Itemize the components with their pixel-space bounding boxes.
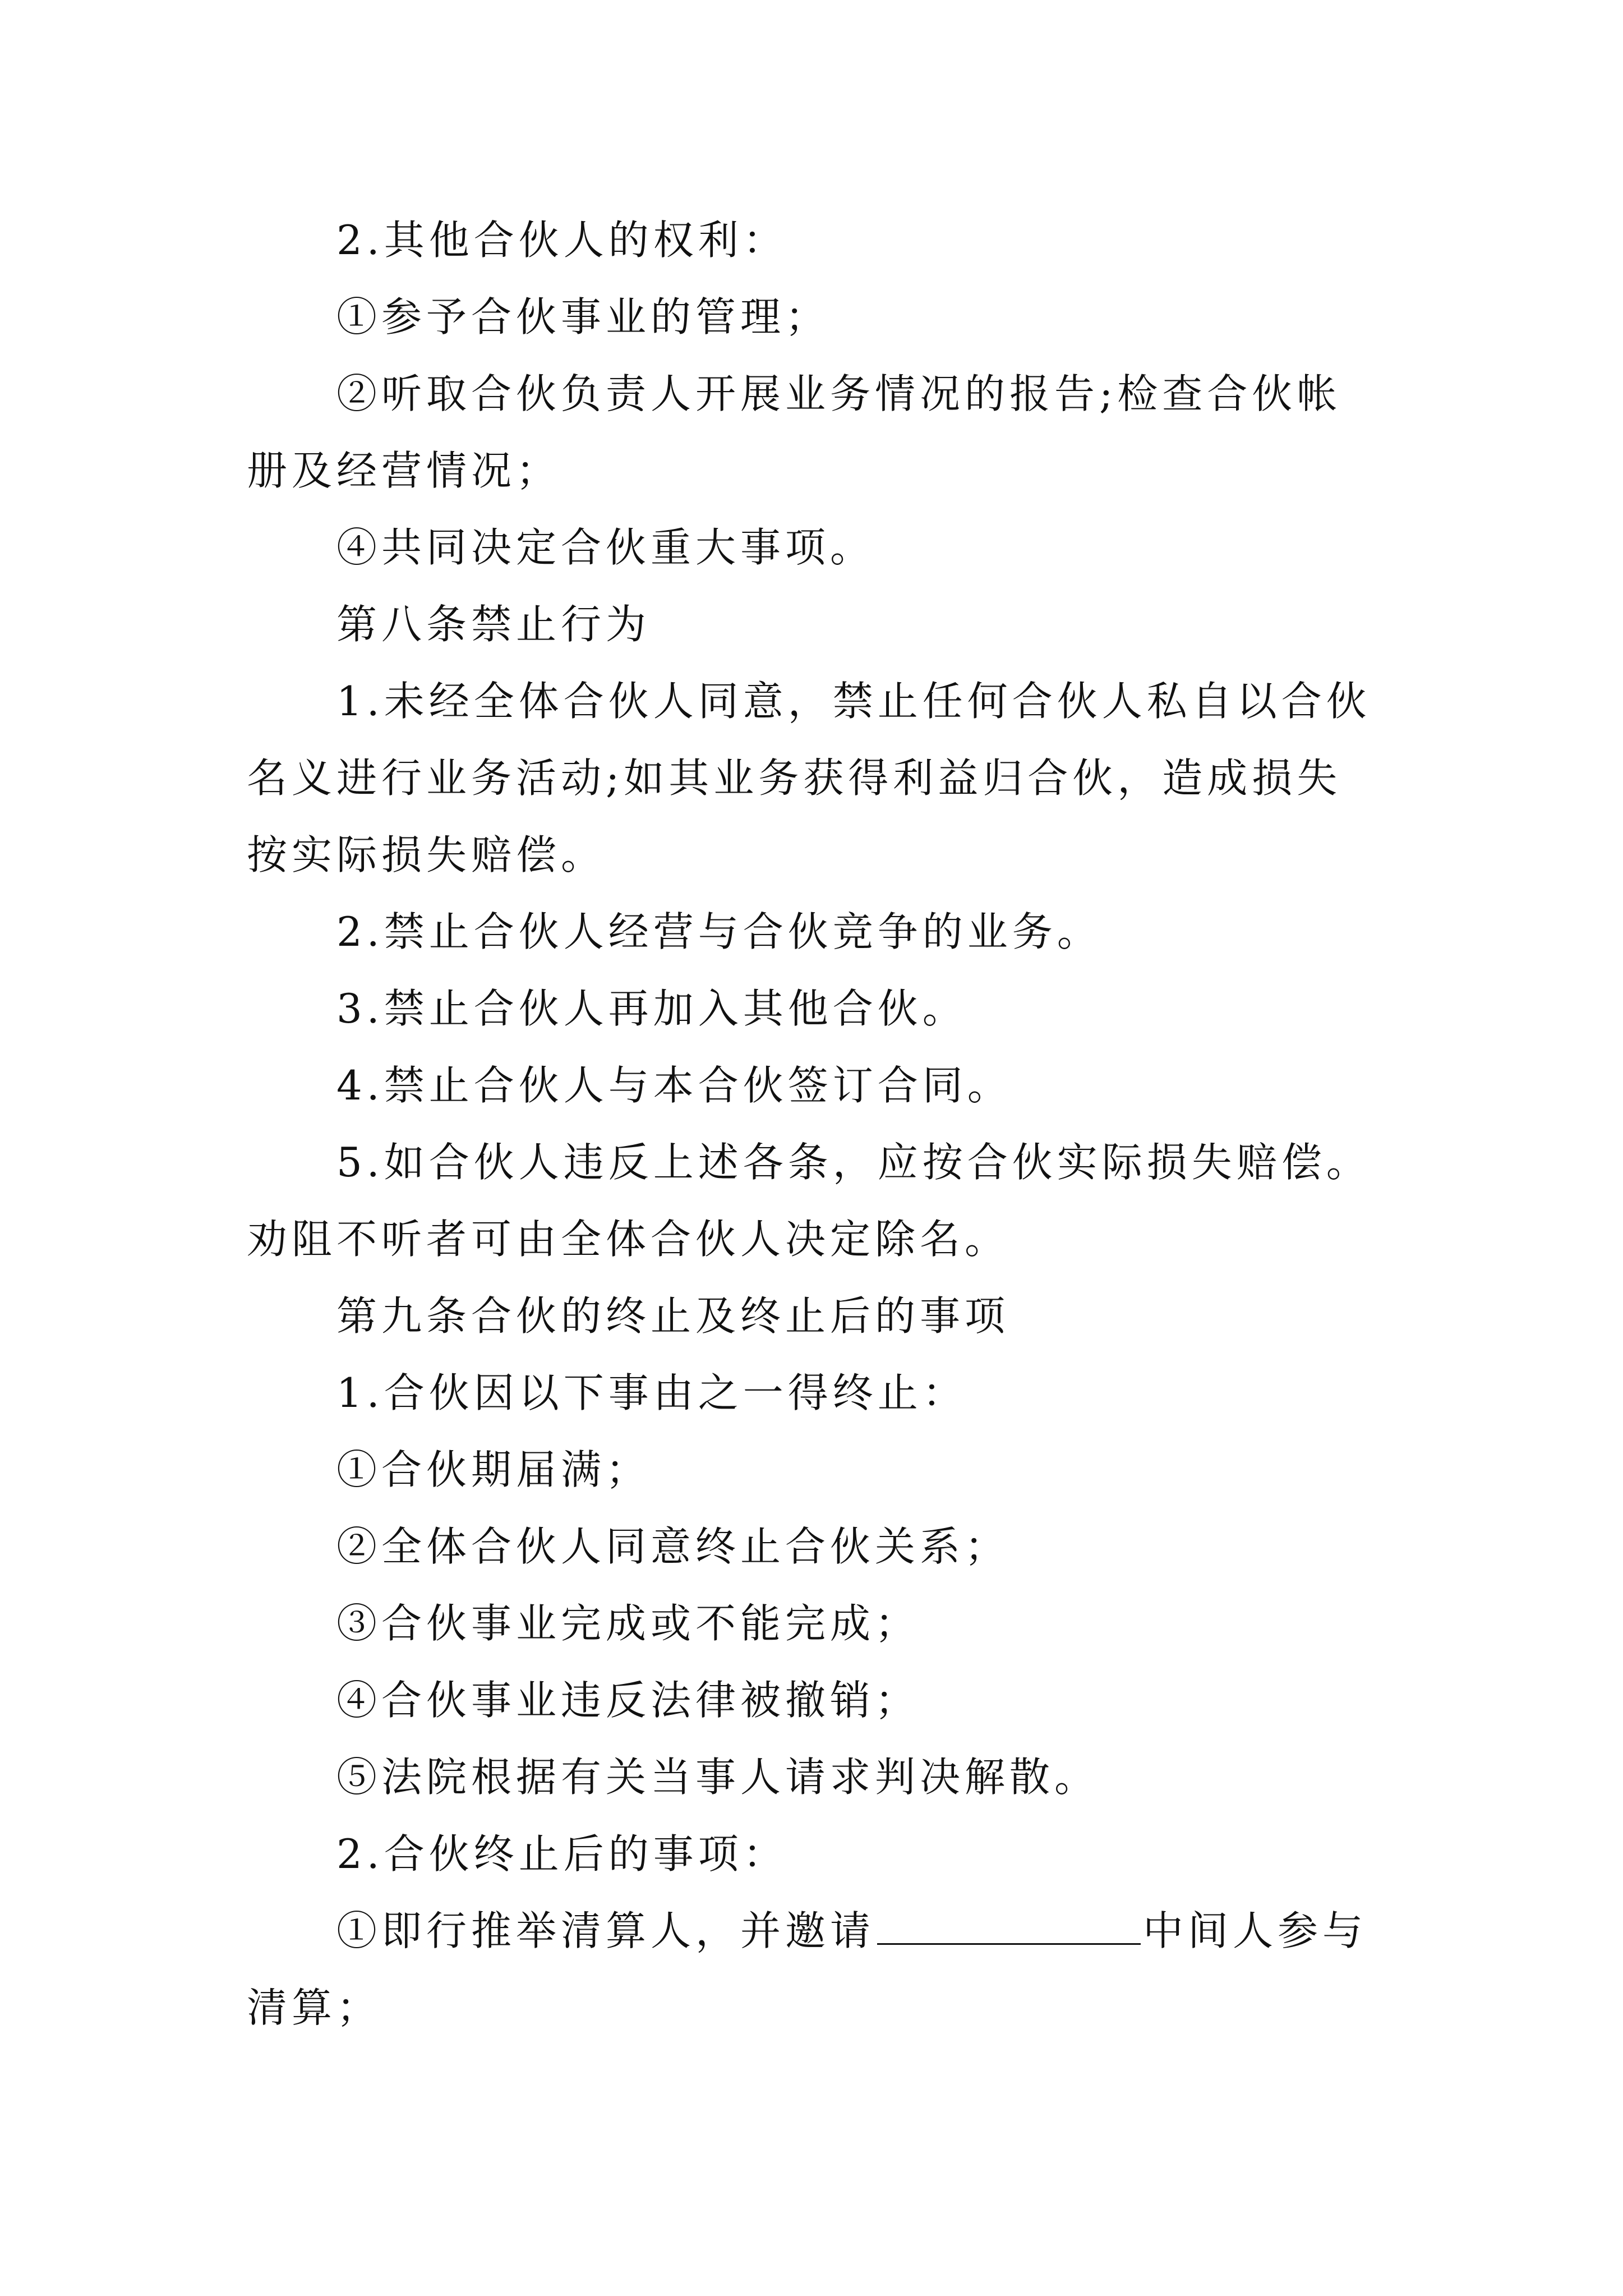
paragraph-text-before-blank: ①即行推举清算人，并邀请 — [336, 1907, 875, 1954]
paragraph: 3.禁止合伙人再加入其他合伙。 — [336, 985, 967, 1032]
paragraph-with-blank — [247, 1893, 1385, 2046]
paragraph: 2.其他合伙人的权利： — [336, 217, 788, 264]
paragraph: ②全体合伙人同意终止合伙关系； — [336, 1523, 1010, 1570]
paragraph: 5.如合伙人违反上述各条，应按合伙实际损失赔偿。劝阻不听者可由全体合伙人决定除名。 — [247, 1139, 1371, 1263]
paragraph: 1.未经全体合伙人同意，禁止任何合伙人私自以合伙名义进行业务活动;如其业务获得利益归合伙，造成损失按实际损失赔偿。 — [247, 678, 1371, 878]
paragraph: ①合伙期届满； — [336, 1446, 651, 1493]
fill-in-blank-line — [877, 1910, 1141, 1945]
paragraph: 4.禁止合伙人与本合伙签订合同。 — [336, 1062, 1012, 1109]
paragraph: 1.合伙因以下事由之一得终止： — [336, 1369, 967, 1416]
paragraph: ④共同决定合伙重大事项。 — [336, 524, 875, 571]
paragraph-text-after-blank: 中间人参与清算； — [247, 1907, 1368, 2031]
paragraph: 2.禁止合伙人经营与合伙竞争的业务。 — [336, 908, 1102, 955]
paragraph: ④合伙事业违反法律被撤销； — [336, 1677, 920, 1724]
section-heading: 第九条合伙的终止及终止后的事项 — [336, 1292, 1010, 1340]
section-heading: 第八条禁止行为 — [336, 601, 651, 648]
paragraph: ⑤法院根据有关当事人请求判决解散。 — [336, 1754, 1100, 1801]
paragraph: ③合伙事业完成或不能完成； — [336, 1600, 920, 1647]
document-body — [247, 202, 1385, 2046]
paragraph: 2.合伙终止后的事项： — [336, 1830, 788, 1878]
paragraph: ①参予合伙事业的管理； — [336, 293, 831, 341]
paragraph: ②听取合伙负责人开展业务情况的报告;检查合伙帐册及经营情况； — [247, 370, 1342, 494]
